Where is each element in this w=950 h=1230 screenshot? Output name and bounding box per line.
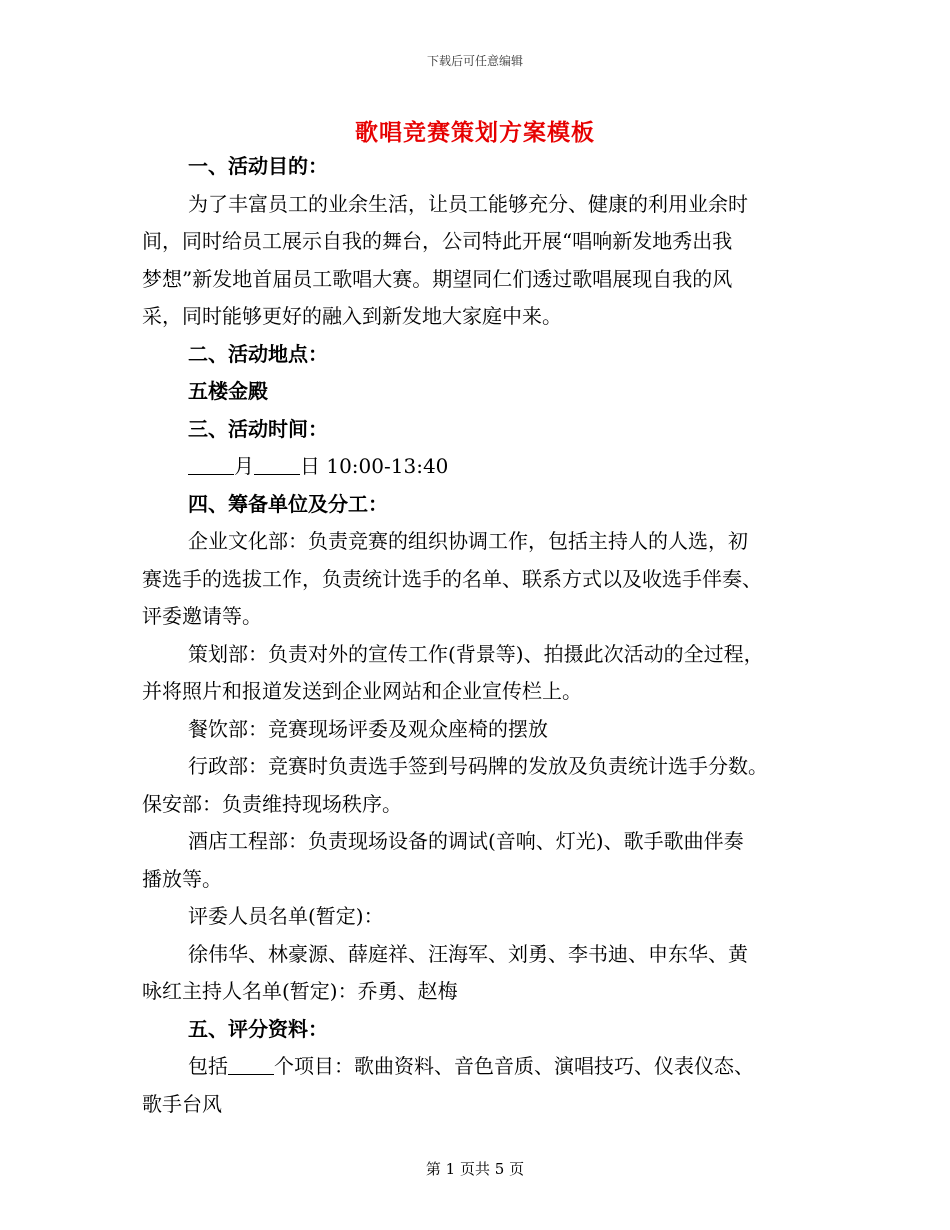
day-blank	[254, 456, 300, 475]
month-blank	[188, 456, 234, 475]
paragraph-line: 评委邀请等。	[142, 604, 262, 628]
paragraph-line: 采，同时能够更好的融入到新发地大家庭中来。	[142, 304, 562, 328]
paragraph-line: 行政部：竞赛时负责选手签到号码牌的发放及负责统计选手分数。	[188, 754, 768, 778]
scoring-line	[142, 1048, 807, 1086]
item-count-blank	[228, 1056, 274, 1075]
paragraph-line: 咏红主持人名单(暂定)：乔勇、赵梅	[142, 979, 458, 1003]
month-label: 月	[234, 454, 254, 478]
paragraph-line: 酒店工程部：负责现场设备的调试(音响、灯光)、歌手歌曲伴奏	[188, 829, 744, 853]
paragraph-line: 歌手台风	[142, 1091, 222, 1116]
paragraph-line: 餐饮部：竞赛现场评委及观众座椅的摆放	[188, 716, 548, 741]
day-time-label: 日 10:00-13:40	[300, 454, 449, 478]
section-4-heading: 四、筹备单位及分工：	[188, 491, 388, 516]
scoring-prefix: 包括	[188, 1054, 228, 1078]
document-title: 歌唱竞赛策划方案模板	[355, 119, 595, 146]
scoring-suffix: 个项目：歌曲资料、音色音质、演唱技巧、仪表仪态、	[274, 1054, 754, 1078]
section-3-heading: 三、活动时间：	[188, 416, 328, 441]
paragraph-line: 为了丰富员工的业余生活，让员工能够充分、健康的利用业余时	[188, 191, 748, 216]
paragraph-line: 评委人员名单(暂定)：	[188, 904, 384, 928]
paragraph-line: 保安部：负责维持现场秩序。	[142, 791, 402, 816]
header-note: 下载后可任意编辑	[426, 54, 523, 68]
time-line	[142, 448, 807, 486]
paragraph-line: 并将照片和报道发送到企业网站和企业宣传栏上。	[142, 679, 582, 703]
paragraph-line: 播放等。	[142, 866, 222, 891]
paragraph-line: 赛选手的选拔工作，负责统计选手的名单、联系方式以及收选手伴奏、	[142, 566, 762, 591]
paragraph-line: 策划部：负责对外的宣传工作(背景等)、拍摄此次活动的全过程，	[188, 641, 764, 666]
paragraph-line: 间，同时给员工展示自我的舞台，公司特此开展“唱响新发地秀出我	[142, 229, 733, 253]
paragraph-line: 徐伟华、林豪源、薛庭祥、汪海军、刘勇、李书迪、申东华、黄	[188, 941, 748, 966]
section-5-heading: 五、评分资料：	[188, 1016, 328, 1041]
section-1-heading: 一、活动目的：	[188, 154, 328, 178]
venue-value: 五楼金殿	[188, 379, 268, 403]
document-body	[142, 148, 807, 1123]
page-footer: 第 1 页共 5 页	[425, 1160, 525, 1178]
paragraph-line: 梦想”新发地首届员工歌唱大赛。期望同仁们透过歌唱展现自我的风	[142, 266, 733, 291]
section-2-heading: 二、活动地点：	[188, 341, 328, 366]
paragraph-line: 企业文化部：负责竞赛的组织协调工作，包括主持人的人选，初	[188, 529, 748, 553]
